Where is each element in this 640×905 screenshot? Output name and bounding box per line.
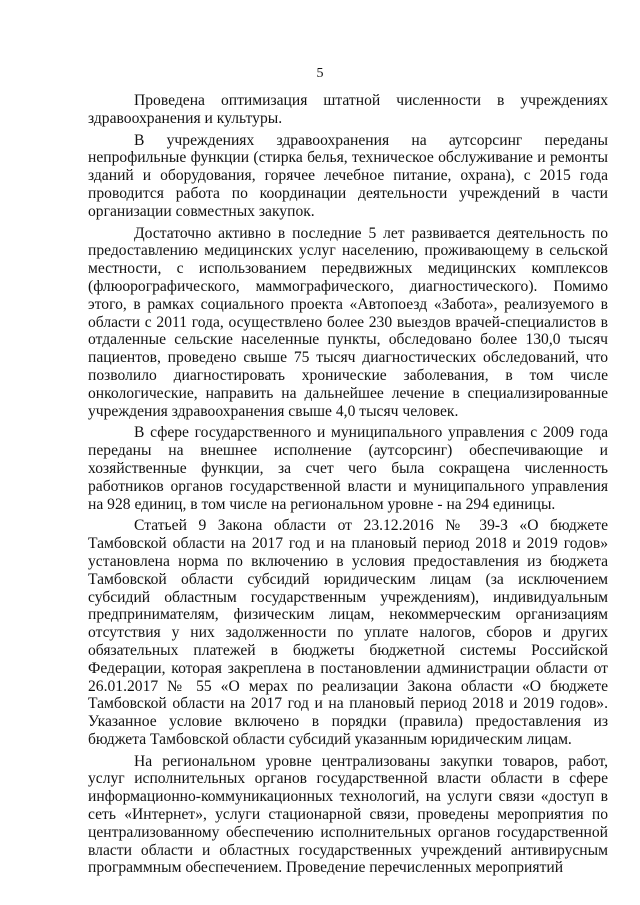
paragraph-staff-optimization: Проведена оптимизация штатной численности в учреждениях здравоохранения и культуры. [88,92,608,127]
paragraph-rural-medical-services: Достаточно активно в последние 5 лет развивается деятельность по предоставлению медицинских услуг населению, проживающему в сельской местности, с использованием передвижных медицинских комплексов (флюорографического, маммографического, диагностического). Помимо этого, в рамках социального проекта «Автопоезд «Забота», реализуемого в области с 2011 года, осуществлено более 230 выездов врачей-специалистов в отдаленные сельские населенные пункты, обследовано более 130,0 тысяч пациентов, проведено свыше 75 тысяч диагностических обследований, что позволило диагностировать хронические заболевания, в том числе онкологические, направить на дальнейшее лечение в специализированные учреждения здравоохранения свыше 4,0 тысяч человек. [88,224,608,420]
paragraph-public-administration-outsourcing: В сфере государственного и муниципального управления с 2009 года переданы на внешнее исполнение (аутсорсинг) обеспечивающие и хозяйственные функции, за счет чего была сокращена численность работников органов государственной власти и муниципального управления на 928 единиц, в том числе на региональном уровне - на 294 единицы. [88,424,608,513]
page-number: 5 [316,66,324,81]
document-body [88,92,608,877]
paragraph-budget-law-subsidies: Статьей 9 Закона области от 23.12.2016 № 39-З «О бюджете Тамбовской области на 2017 год и на плановый период 2018 и 2019 годов» установлена норма по включению в условия предоставления из бюджета Тамбовской области субсидий юридическим лицам (за исключением субсидий областным государственным учреждениям), индивидуальным предпринимателям, физическим лицам, некоммерческим организациям отсутствия у них задолженности по уплате налогов, сборов и других обязательных платежей в бюджеты бюджетной системы Российской Федерации, которая закреплена в постановлении администрации области от 26.01.2017 № 55 «О мерах по реализации Закона области «О бюджете Тамбовской области на 2017 год и на плановый период 2018 и 2019 годов». Указанное условие включено в порядки (правила) предоставления из бюджета Тамбовской области субсидий указанным юридическим лицам. [88,517,608,748]
paragraph-healthcare-outsourcing: В учреждениях здравоохранения на аутсорсинг переданы непрофильные функции (стирка белья, техническое обслуживание и ремонты зданий и оборудования, горячее лечебное питание, охрана), с 2015 года проводится работа по координации деятельности учреждений в части организации совместных закупок. [88,131,608,220]
paragraph-centralized-procurement: На региональном уровне централизованы закупки товаров, работ, услуг исполнительных органов государственной власти области в сфере информационно-коммуникационных технологий, на услуги связи «доступ в сеть «Интернет», услуги стационарной связи, проведены мероприятия по централизованному обеспечению исполнительных органов государственной власти области и областных государственных учреждений антивирусным программным обеспечением. Проведение перечисленных мероприятий [88,752,608,877]
